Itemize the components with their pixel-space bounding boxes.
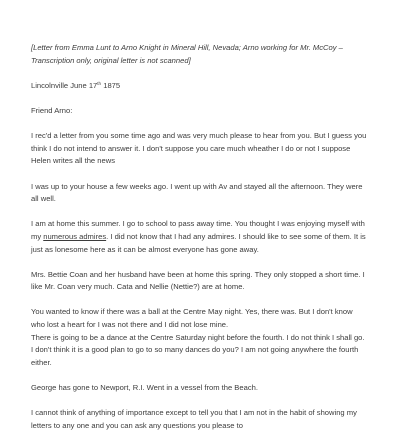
paragraph-3-end: . I did not know that I had any admires. I should like to see some of them. It is just as lonesome here as it can be almost everyone has gone away.	[31, 231, 366, 254]
paragraph-5: You wanted to know if there was a ball at the Centre May night. Yes, there was. But I don't know who lost a heart for I was not there and I did not lose mine.	[31, 307, 353, 330]
paragraph-2: I was up to your house a few weeks ago. I went up with Av and stayed all the afternoon. They were all well.	[31, 181, 363, 204]
paragraph-7: George has gone to Newport, R.I. Went in a vessel from the Beach.	[31, 383, 258, 393]
date-place: Lincolnville June 17	[31, 80, 98, 90]
underlined-phrase: numerous admires	[43, 231, 107, 241]
paragraph-8: I cannot think of anything of importance except to tell you that I am not in the habit of showing my letters to any one and you can ask any questions you please to	[31, 408, 357, 430]
date-year: 1875	[101, 80, 121, 90]
transcription-note: [Letter from Emma Lunt to Arno Knight in Mineral Hill, Nevada; Arno working for Mr. McCoy – Transcription only, original letter is not scanned]	[31, 43, 343, 65]
paragraph-3-start: I am at home this summer. I go to school to pass away time. You thought I was enjoying myself with my	[31, 219, 365, 241]
salutation: Friend Arno:	[31, 105, 73, 115]
letter-body	[31, 42, 367, 445]
paragraph-3	[31, 218, 367, 256]
letter-date	[31, 80, 367, 93]
paragraph-6: There is going to be a dance at the Centre Saturday night before the fourth. I do not think I shall go. I don't think it is a good plan to go to so many dances do you? I am not going anywhere the fourth either.	[31, 332, 365, 367]
date-suffix: th	[97, 80, 102, 86]
paragraph-1: I rec'd a letter from you some time ago and was very much please to hear from you. But I guess you think I do not intend to answer it. I don't suppose you care much wheather I do or not I suppose Helen writes all the news	[31, 131, 367, 166]
paragraph-4: Mrs. Bettie Coan and her husband have been at home this spring. They only stopped a short time. I like Mr. Coan very much. Cata and Nellie (Nettie?) are at home.	[31, 269, 365, 292]
